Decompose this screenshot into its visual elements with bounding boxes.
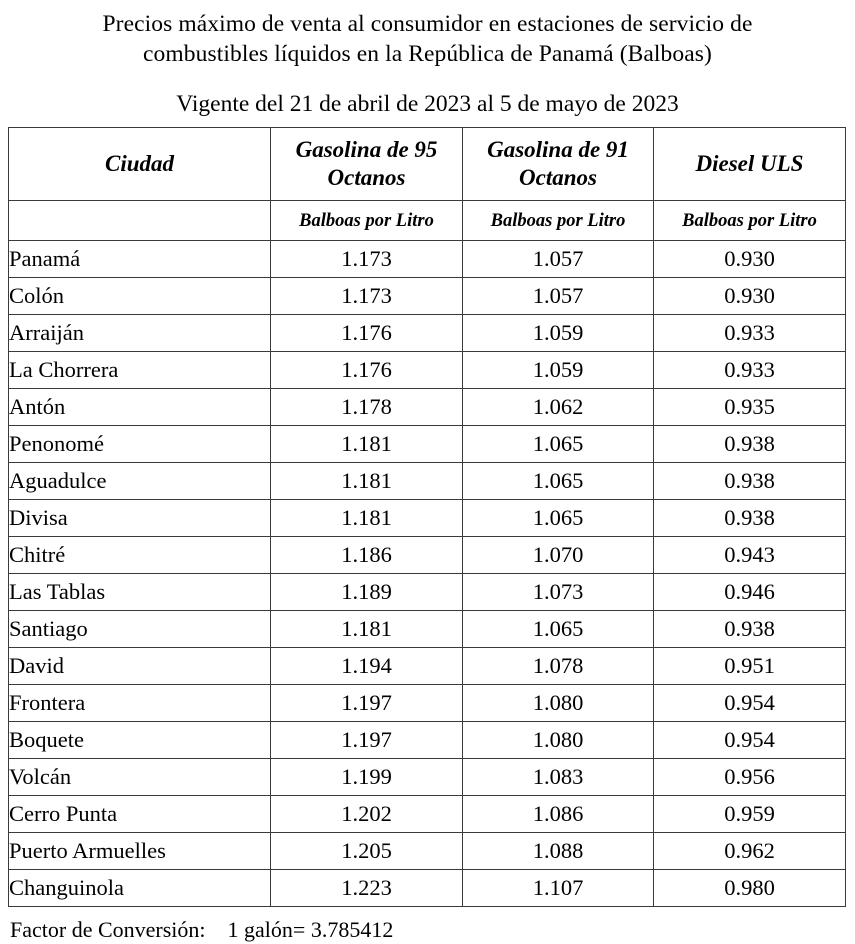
cell-diesel: 0.980 (654, 870, 846, 907)
unit-header-city (9, 201, 271, 241)
table-row (9, 241, 846, 278)
cell-gasolina91: 1.057 (463, 241, 654, 278)
cell-gasolina91: 1.065 (463, 463, 654, 500)
cell-gasolina91: 1.107 (463, 870, 654, 907)
cell-city: Divisa (9, 500, 271, 537)
cell-gasolina91: 1.083 (463, 759, 654, 796)
cell-diesel: 0.962 (654, 833, 846, 870)
cell-gasolina95: 1.186 (271, 537, 463, 574)
price-table-container (0, 127, 855, 907)
table-row (9, 870, 846, 907)
table-row (9, 796, 846, 833)
column-header-city: Ciudad (9, 128, 271, 201)
table-row (9, 759, 846, 796)
cell-gasolina95: 1.189 (271, 574, 463, 611)
cell-diesel: 0.938 (654, 426, 846, 463)
cell-gasolina91: 1.078 (463, 648, 654, 685)
cell-gasolina91: 1.065 (463, 500, 654, 537)
cell-gasolina91: 1.070 (463, 537, 654, 574)
table-row (9, 500, 846, 537)
column-header-gasolina-91: Gasolina de 91 Octanos (463, 128, 654, 201)
cell-diesel: 0.959 (654, 796, 846, 833)
conversion-factor-label: Factor de Conversión: (10, 917, 206, 942)
cell-diesel: 0.933 (654, 352, 846, 389)
table-header-row-main (9, 128, 846, 201)
unit-header-gasolina-95: Balboas por Litro (271, 201, 463, 241)
column-header-gasolina-95: Gasolina de 95 Octanos (271, 128, 463, 201)
cell-diesel: 0.938 (654, 463, 846, 500)
cell-diesel: 0.938 (654, 500, 846, 537)
cell-gasolina91: 1.080 (463, 685, 654, 722)
cell-city: Puerto Armuelles (9, 833, 271, 870)
cell-gasolina95: 1.178 (271, 389, 463, 426)
cell-gasolina95: 1.223 (271, 870, 463, 907)
title-line-1: Precios máximo de venta al consumidor en estaciones de servicio de (102, 11, 753, 37)
cell-city: Arraiján (9, 315, 271, 352)
cell-diesel: 0.930 (654, 241, 846, 278)
cell-gasolina91: 1.065 (463, 611, 654, 648)
table-row (9, 722, 846, 759)
cell-gasolina91: 1.080 (463, 722, 654, 759)
cell-diesel: 0.938 (654, 611, 846, 648)
unit-header-diesel: Balboas por Litro (654, 201, 846, 241)
cell-gasolina95: 1.197 (271, 685, 463, 722)
cell-city: Colón (9, 278, 271, 315)
cell-gasolina95: 1.202 (271, 796, 463, 833)
conversion-factor-value: 1 galón= 3.785412 (227, 917, 394, 942)
cell-gasolina95: 1.197 (271, 722, 463, 759)
table-row (9, 537, 846, 574)
validity-period-subtitle: Vigente del 21 de abril de 2023 al 5 de mayo de 2023 (176, 91, 679, 117)
table-header-row-units (9, 201, 846, 241)
page-title (0, 0, 855, 69)
table-row (9, 648, 846, 685)
cell-gasolina91: 1.059 (463, 352, 654, 389)
cell-gasolina95: 1.173 (271, 278, 463, 315)
cell-city: Santiago (9, 611, 271, 648)
cell-diesel: 0.935 (654, 389, 846, 426)
cell-gasolina95: 1.173 (271, 241, 463, 278)
table-row (9, 685, 846, 722)
cell-gasolina95: 1.181 (271, 463, 463, 500)
table-row (9, 833, 846, 870)
conversion-factor-note (0, 907, 855, 944)
cell-diesel: 0.956 (654, 759, 846, 796)
cell-gasolina95: 1.199 (271, 759, 463, 796)
table-row (9, 463, 846, 500)
cell-gasolina95: 1.181 (271, 611, 463, 648)
cell-diesel: 0.943 (654, 537, 846, 574)
cell-diesel: 0.954 (654, 722, 846, 759)
cell-gasolina91: 1.065 (463, 426, 654, 463)
table-row (9, 574, 846, 611)
unit-header-gasolina-91: Balboas por Litro (463, 201, 654, 241)
cell-gasolina91: 1.073 (463, 574, 654, 611)
table-body (9, 241, 846, 907)
cell-city: Volcán (9, 759, 271, 796)
cell-gasolina95: 1.194 (271, 648, 463, 685)
cell-gasolina91: 1.088 (463, 833, 654, 870)
column-header-diesel: Diesel ULS (654, 128, 846, 201)
cell-gasolina95: 1.181 (271, 426, 463, 463)
cell-diesel: 0.930 (654, 278, 846, 315)
cell-gasolina95: 1.205 (271, 833, 463, 870)
cell-city: Chitré (9, 537, 271, 574)
title-line-2: combustibles líquidos en la República de Panamá (Balboas) (143, 41, 712, 67)
cell-diesel: 0.933 (654, 315, 846, 352)
cell-gasolina95: 1.176 (271, 352, 463, 389)
table-row (9, 278, 846, 315)
cell-city: Penonomé (9, 426, 271, 463)
cell-city: Boquete (9, 722, 271, 759)
table-row (9, 389, 846, 426)
cell-diesel: 0.946 (654, 574, 846, 611)
cell-city: Frontera (9, 685, 271, 722)
cell-diesel: 0.951 (654, 648, 846, 685)
cell-diesel: 0.954 (654, 685, 846, 722)
cell-gasolina91: 1.059 (463, 315, 654, 352)
cell-city: Panamá (9, 241, 271, 278)
table-row (9, 315, 846, 352)
cell-city: Las Tablas (9, 574, 271, 611)
table-row (9, 426, 846, 463)
cell-gasolina95: 1.181 (271, 500, 463, 537)
cell-city: La Chorrera (9, 352, 271, 389)
cell-city: Changuinola (9, 870, 271, 907)
cell-city: Antón (9, 389, 271, 426)
fuel-price-table (8, 127, 846, 907)
cell-city: Cerro Punta (9, 796, 271, 833)
table-row (9, 611, 846, 648)
cell-gasolina91: 1.086 (463, 796, 654, 833)
table-header (9, 128, 846, 241)
cell-gasolina95: 1.176 (271, 315, 463, 352)
cell-gasolina91: 1.062 (463, 389, 654, 426)
cell-city: David (9, 648, 271, 685)
table-row (9, 352, 846, 389)
cell-gasolina91: 1.057 (463, 278, 654, 315)
cell-city: Aguadulce (9, 463, 271, 500)
